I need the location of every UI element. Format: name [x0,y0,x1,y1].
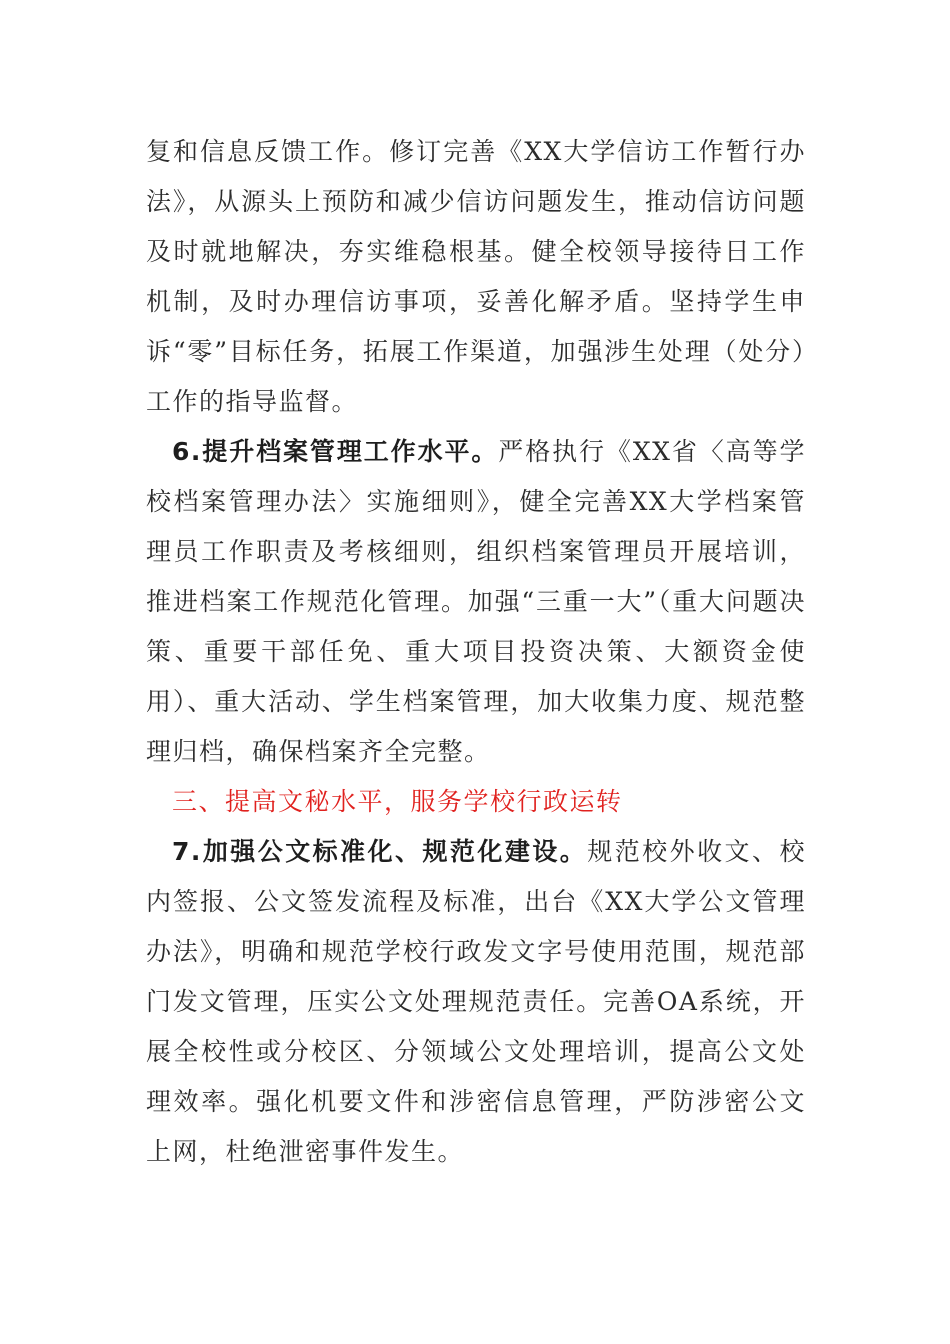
paragraph-text: 规范校外收文、校内签报、公文签发流程及标准，出台《XX大学公文管理办法》，明确和规范学校行政发文字号使用范围，规范部门发文管理，压实公文处理规范责任。完善OA系统，开展全校性或分校区、分领域公文处理培训，提高公文处理效率。强化机要文件和涉密信息管理，严防涉密公文上网，杜绝泄密事件发生。 [146,837,806,1166]
paragraph-document-standardization [146,827,806,1177]
paragraph-text: 复和信息反馈工作。修订完善《XX大学信访工作暂行办法》，从源头上预防和减少信访问题发生，推动信访问题及时就地解决，夯实维稳根基。健全校领导接待日工作机制，及时办理信访事项，妥善化解矛盾。坚持学生申诉“零”目标任务，拓展工作渠道，加强涉生处理（处分）工作的指导监督。 [146,137,806,416]
document-page [146,127,806,1177]
paragraph-lead-title: 7.加强公文标准化、规范化建设。 [172,837,588,866]
paragraph-text: 严格执行《XX省〈高等学校档案管理办法〉实施细则》，健全完善XX大学档案管理员工作职责及考核细则，组织档案管理员开展培训，推进档案工作规范化管理。加强“三重一大”（重大问题决策、重要干部任免、重大项目投资决策、大额资金使用）、重大活动、学生档案管理，加大收集力度、规范整理归档，确保档案齐全完整。 [146,437,806,766]
section-heading: 三、提高文秘水平，服务学校行政运转 [172,787,623,816]
paragraph-petition-work [146,127,806,427]
paragraph-archives-management [146,427,806,777]
paragraph-lead-title: 6.提升档案管理工作水平。 [172,437,499,466]
